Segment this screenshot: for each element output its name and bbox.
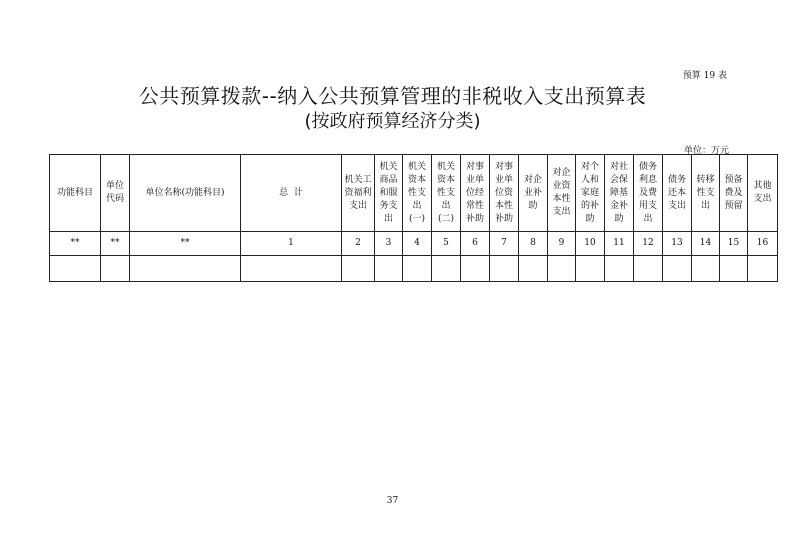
header-cell: 单位名称(功能科目)	[130, 155, 241, 232]
data-cell	[375, 256, 403, 282]
data-cell	[490, 256, 519, 282]
index-cell: 14	[692, 232, 720, 256]
index-cell: 4	[403, 232, 432, 256]
index-cell: 12	[634, 232, 663, 256]
data-cell	[748, 256, 778, 282]
data-cell	[663, 256, 692, 282]
index-cell: 10	[576, 232, 605, 256]
index-cell: 13	[663, 232, 692, 256]
data-cell	[432, 256, 461, 282]
index-cell: 15	[720, 232, 748, 256]
data-cell	[50, 256, 101, 282]
data-cell	[548, 256, 576, 282]
table-code-label: 预算 19 表	[682, 71, 727, 81]
index-cell: 8	[519, 232, 548, 256]
data-cell	[101, 256, 130, 282]
page-subtitle: (按政府预算经济分类)	[304, 111, 481, 132]
header-cell: 机关工资福利支出	[342, 155, 375, 232]
index-cell: 7	[490, 232, 519, 256]
header-cell: 对企业补助	[519, 155, 548, 232]
data-cell	[720, 256, 748, 282]
index-cell: **	[130, 232, 241, 256]
page-number: 37	[386, 496, 399, 506]
data-cell	[461, 256, 490, 282]
header-cell: 预备费及预留	[720, 155, 748, 232]
header-cell: 总 计	[241, 155, 342, 232]
header-cell: 债务利息及费用支出	[634, 155, 663, 232]
header-cell: 对事业单位经常性补助	[461, 155, 490, 232]
index-cell: 5	[432, 232, 461, 256]
unit-label: 单位：万元	[683, 146, 729, 156]
empty-data-row	[50, 256, 778, 282]
page-title: 公共预算拨款--纳入公共预算管理的非税收入支出预算表	[138, 84, 647, 108]
index-row	[50, 232, 778, 256]
header-cell: 转移性支出	[692, 155, 720, 232]
data-cell	[342, 256, 375, 282]
header-row	[50, 155, 778, 232]
header-cell: 对个人和家庭的补助	[576, 155, 605, 232]
header-cell: 对企业资本性支出	[548, 155, 576, 232]
header-cell: 其他支出	[748, 155, 778, 232]
index-cell: 11	[605, 232, 634, 256]
index-cell: 9	[548, 232, 576, 256]
index-cell: 2	[342, 232, 375, 256]
data-cell	[605, 256, 634, 282]
budget-table	[49, 154, 778, 282]
index-cell: 6	[461, 232, 490, 256]
index-cell: **	[50, 232, 101, 256]
data-cell	[130, 256, 241, 282]
data-cell	[576, 256, 605, 282]
header-cell: 功能科目	[50, 155, 101, 232]
data-cell	[403, 256, 432, 282]
data-cell	[634, 256, 663, 282]
header-cell: 对事业单位资本性补助	[490, 155, 519, 232]
data-cell	[241, 256, 342, 282]
index-cell: 1	[241, 232, 342, 256]
header-cell: 机关资本性支出(一)	[403, 155, 432, 232]
data-cell	[519, 256, 548, 282]
header-cell: 机关资本性支出(二)	[432, 155, 461, 232]
header-cell: 机关商品和服务支出	[375, 155, 403, 232]
index-cell: 16	[748, 232, 778, 256]
index-cell: **	[101, 232, 130, 256]
index-cell: 3	[375, 232, 403, 256]
header-cell: 单位代码	[101, 155, 130, 232]
header-cell: 对社会保障基金补助	[605, 155, 634, 232]
data-cell	[692, 256, 720, 282]
header-cell: 债务还本支出	[663, 155, 692, 232]
